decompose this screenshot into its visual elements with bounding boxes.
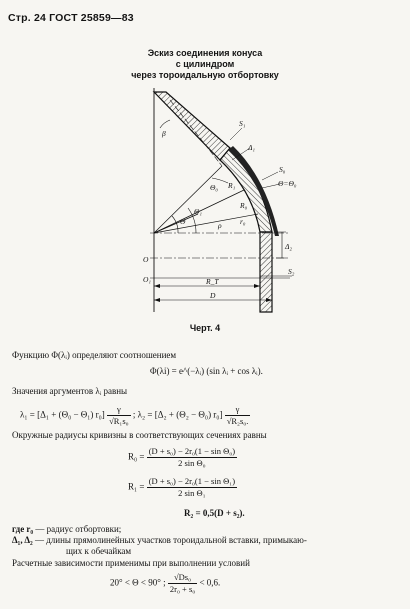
lambda-formulas [20, 404, 250, 427]
lambda2-num: γ [225, 404, 251, 416]
where-delta-term: Δ₁, Δ₂ [12, 535, 33, 545]
lambda1-num: γ [107, 404, 131, 416]
label-delta2: Δ₂ [285, 242, 293, 251]
args-intro: Значения аргументов λᵢ равны [12, 386, 128, 396]
r0-den: 2 sin Θ₀ [178, 458, 206, 468]
lambda2-den: √R₂s₀. [226, 416, 249, 426]
r2-formula: R₂ = 0,5(D + s₂). [184, 508, 245, 518]
where-delta-cont: щих к обечайкам [66, 546, 132, 556]
figure-title-line-2: с цилиндром [175, 59, 235, 69]
where-r0 [12, 524, 121, 535]
label-theta-eq: Θ=Θ₀ [278, 179, 297, 188]
lambda1-fraction [107, 404, 131, 427]
condition-formula [110, 572, 220, 595]
label-s1: S₁ [239, 119, 246, 128]
r1-num: (D + s₀) − 2r₀(1 − sin Θ₁) [148, 476, 236, 486]
label-theta1: Θ₁ [194, 207, 203, 216]
cond-num: √Ds₀ [168, 572, 197, 584]
label-r1: R₁ [228, 181, 236, 190]
label-rt: R_T [206, 277, 219, 286]
label-d: D [210, 291, 216, 300]
label-o1: O₁ [143, 275, 152, 284]
label-rho: ρ [218, 221, 222, 230]
func-formula: Φ(λi) = e^(−λᵢ) (sin λᵢ + cos λᵢ). [150, 366, 263, 376]
r1-lhs: R₁ = [128, 481, 145, 492]
r0-num: (D + s₀) − 2r₀(1 − sin Θ₀) [148, 446, 236, 456]
lambda2-expr: ; λ₂ = [Δ₂ + (Θ₂ − Θ₀) r₀] [132, 409, 223, 420]
cond-left: 20° < Θ < 90° ; [110, 577, 166, 588]
label-s2: S₂ [288, 267, 295, 276]
r0-formula [128, 446, 237, 469]
label-delta1: Δ₁ [248, 143, 256, 152]
figure-title-line-1: Эскиз соединения конуса [147, 48, 263, 58]
where-delta-desc: — длины прямолинейных участков тороидальной вставки, примыкаю- [32, 535, 307, 545]
r0-fraction [147, 446, 237, 469]
figure-title-line-3: через тороидальную отбортовку [131, 70, 279, 80]
where-delta [12, 535, 404, 546]
cond-intro: Расчетные зависимости применимы при выполнении условий [12, 558, 250, 568]
label-theta: Θ [180, 217, 186, 226]
label-small-r0: r₀ [240, 217, 246, 226]
label-r0: R₀ [240, 201, 248, 210]
r1-formula [128, 476, 237, 499]
label-o: O [143, 255, 149, 264]
page-header: Стр. 24 ГОСТ 25859—83 [8, 12, 134, 24]
lambda2-fraction [225, 404, 251, 427]
label-beta: β [162, 129, 166, 138]
cone-wall [154, 92, 230, 160]
label-s0: S₀ [279, 165, 286, 174]
cond-den: 2r₀ + s₀ [169, 584, 196, 594]
figure-caption: Черт. 4 [189, 323, 221, 333]
func-intro: Функцию Φ(λᵢ) определяют соотношением [12, 350, 177, 360]
where-r0-desc: — радиус отбортовки; [33, 524, 122, 534]
label-theta0: Θ₀ [210, 183, 219, 192]
r0-lhs: R₀ = [128, 451, 145, 462]
r1-fraction [147, 476, 237, 499]
lambda1-expr: λ₁ = [Δ₁ + (Θ₀ − Θ₁) r₀] [20, 409, 105, 420]
radii-intro: Окружные радиусы кривизны в соответствующих сечениях равны [12, 430, 267, 440]
lambda1-den: √R₁s₀ [109, 416, 129, 426]
r1-den: 2 sin Θ₁ [178, 488, 206, 498]
where-r0-term: где r₀ [12, 524, 34, 534]
technical-drawing [0, 82, 410, 320]
cond-right: < 0,6. [199, 577, 221, 588]
cond-fraction [168, 572, 197, 595]
